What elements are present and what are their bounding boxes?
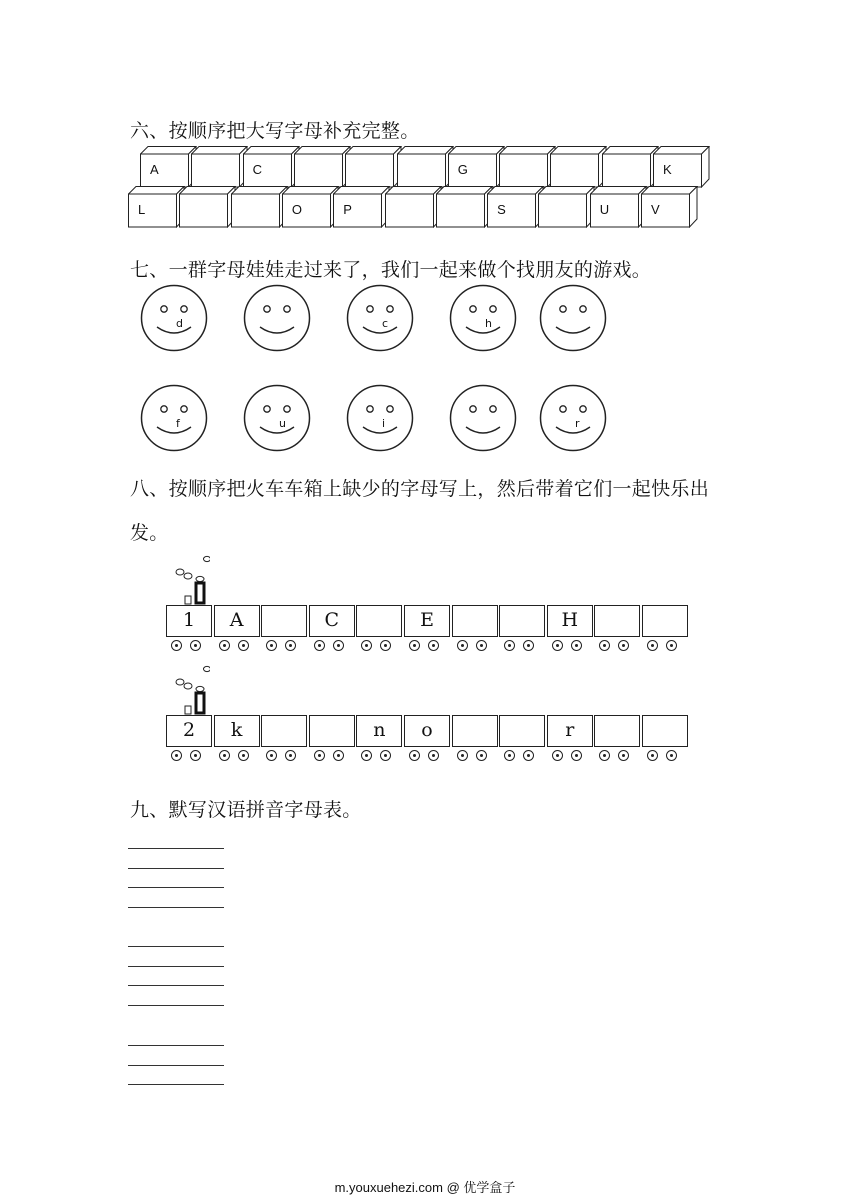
letter-cube[interactable] [179, 186, 236, 228]
cube-letter: P [343, 202, 352, 217]
wheel-icon [523, 750, 534, 761]
train-car [404, 715, 450, 747]
wheel-icon [190, 640, 201, 651]
train-car-letter: 1 [182, 609, 196, 631]
wheel-icon [599, 750, 610, 761]
writing-line[interactable] [128, 946, 224, 947]
letter-cube [282, 186, 339, 228]
train-car-letter: k [230, 719, 243, 741]
letter-cube [128, 186, 185, 228]
train-car-letter: H [561, 609, 579, 631]
wheel-icon [457, 750, 468, 761]
writing-line[interactable] [128, 887, 224, 888]
wheel-icon [285, 750, 296, 761]
writing-line[interactable] [128, 1065, 224, 1066]
wheel-icon [333, 640, 344, 651]
letter-cube[interactable] [436, 186, 493, 228]
letter-cube[interactable] [191, 146, 248, 188]
wheel-icon [504, 750, 515, 761]
wheel-icon [409, 640, 420, 651]
train-2 [160, 665, 700, 785]
letter-cube[interactable] [345, 146, 402, 188]
writing-line[interactable] [128, 907, 224, 908]
train-car-letter: r [565, 719, 575, 741]
train-car[interactable] [499, 715, 545, 747]
writing-line[interactable] [128, 868, 224, 869]
train-car [547, 605, 593, 637]
letter-cube [641, 186, 698, 228]
writing-line[interactable] [128, 985, 224, 986]
smiley-face [449, 284, 517, 352]
letter-cube [448, 146, 505, 188]
wheel-icon [457, 640, 468, 651]
letter-cube[interactable] [602, 146, 659, 188]
wheel-icon [647, 640, 658, 651]
train-car[interactable] [309, 715, 355, 747]
wheel-icon [647, 750, 658, 761]
wheel-icon [238, 640, 249, 651]
cube-letter: S [497, 202, 506, 217]
train-car[interactable] [642, 715, 688, 747]
letter-cube [243, 146, 300, 188]
wheel-icon [361, 750, 372, 761]
face-letter: c [382, 317, 389, 330]
train-car[interactable] [356, 605, 402, 637]
footer-source: m.youxuehezi.com @ 优学盒子 [334, 1180, 516, 1195]
letter-cube [590, 186, 647, 228]
wheel-icon [666, 640, 677, 651]
train-car-letter: n [373, 719, 386, 741]
section6-heading: 六、按顺序把大写字母补充完整。 [130, 120, 420, 142]
wheel-icon [571, 750, 582, 761]
train-car [309, 605, 355, 637]
wheel-icon [476, 640, 487, 651]
smiley-face [243, 384, 311, 452]
cube-letter: V [651, 202, 660, 217]
train-car-letter: C [324, 609, 340, 631]
smiley-face [539, 384, 607, 452]
wheel-icon [171, 750, 182, 761]
face-letter: f [176, 417, 180, 430]
smiley-face [346, 284, 414, 352]
wheel-icon [552, 640, 563, 651]
train-1 [160, 555, 700, 675]
smiley-face [449, 384, 517, 452]
train-car [547, 715, 593, 747]
train-engine [166, 605, 212, 637]
wheel-icon [266, 750, 277, 761]
train-engine [166, 715, 212, 747]
cube-letter: U [599, 202, 610, 217]
wheel-icon [190, 750, 201, 761]
writing-line[interactable] [128, 1045, 224, 1046]
cube-letter: A [150, 162, 159, 177]
wheel-icon [409, 750, 420, 761]
letter-cube[interactable] [385, 186, 442, 228]
face-letter: r [575, 417, 580, 430]
smiley-face [346, 384, 414, 452]
wheel-icon [476, 750, 487, 761]
wheel-icon [238, 750, 249, 761]
letter-cube[interactable] [550, 146, 607, 188]
train-car [214, 715, 260, 747]
train-car [214, 605, 260, 637]
wheel-icon [361, 640, 372, 651]
smiley-face [140, 384, 208, 452]
train-car[interactable] [452, 715, 498, 747]
cube-letter: C [252, 162, 262, 177]
wheel-icon [314, 750, 325, 761]
train-car-letter: 2 [182, 719, 196, 741]
face-letter: d [176, 317, 183, 330]
writing-line[interactable] [128, 848, 224, 849]
train-car[interactable] [261, 605, 307, 637]
cube-letter: G [457, 162, 468, 177]
train-car[interactable] [452, 605, 498, 637]
section9-heading: 九、默写汉语拼音字母表。 [130, 799, 362, 821]
letter-cube [653, 146, 710, 188]
train-car[interactable] [594, 715, 640, 747]
letter-cube [487, 186, 544, 228]
wheel-icon [523, 640, 534, 651]
train-car[interactable] [594, 605, 640, 637]
train-car-letter: A [229, 609, 244, 631]
wheel-icon [666, 750, 677, 761]
letter-cube[interactable] [499, 146, 556, 188]
wheel-icon [219, 750, 230, 761]
wheel-icon [380, 640, 391, 651]
train-car [404, 605, 450, 637]
smiley-face [243, 284, 311, 352]
wheel-icon [618, 640, 629, 651]
cube-letter: K [663, 162, 672, 177]
wheel-icon [618, 750, 629, 761]
letter-cube [333, 186, 390, 228]
train-car[interactable] [261, 715, 307, 747]
wheel-icon [333, 750, 344, 761]
wheel-icon [266, 640, 277, 651]
wheel-icon [504, 640, 515, 651]
train-car[interactable] [642, 605, 688, 637]
train-car[interactable] [499, 605, 545, 637]
wheel-icon [285, 640, 296, 651]
writing-line[interactable] [128, 966, 224, 967]
wheel-icon [428, 640, 439, 651]
face-letter: h [485, 317, 492, 330]
wheel-icon [314, 640, 325, 651]
wheel-icon [171, 640, 182, 651]
wheel-icon [380, 750, 391, 761]
wheel-icon [571, 640, 582, 651]
section8-heading-line2: 发。 [130, 522, 169, 544]
letter-cube[interactable] [294, 146, 351, 188]
letter-cube[interactable] [538, 186, 595, 228]
train-car [356, 715, 402, 747]
writing-line[interactable] [128, 1084, 224, 1085]
letter-cube[interactable] [231, 186, 288, 228]
face-letter: u [279, 417, 286, 430]
wheel-icon [552, 750, 563, 761]
train-car-letter: o [421, 719, 433, 741]
section7-heading: 七、一群字母娃娃走过来了，我们一起来做个找朋友的游戏。 [130, 259, 652, 281]
smiley-face [140, 284, 208, 352]
letter-cube [140, 146, 197, 188]
face-letter: i [382, 417, 386, 430]
smiley-face [539, 284, 607, 352]
train-car-letter: E [420, 609, 434, 631]
wheel-icon [599, 640, 610, 651]
letter-cube[interactable] [397, 146, 454, 188]
wheel-icon [428, 750, 439, 761]
section8-heading-line1: 八、按顺序把火车车箱上缺少的字母写上，然后带着它们一起快乐出 [130, 478, 710, 500]
writing-line[interactable] [128, 1005, 224, 1006]
cube-letter: O [291, 202, 303, 217]
wheel-icon [219, 640, 230, 651]
cube-letter: L [138, 202, 146, 217]
